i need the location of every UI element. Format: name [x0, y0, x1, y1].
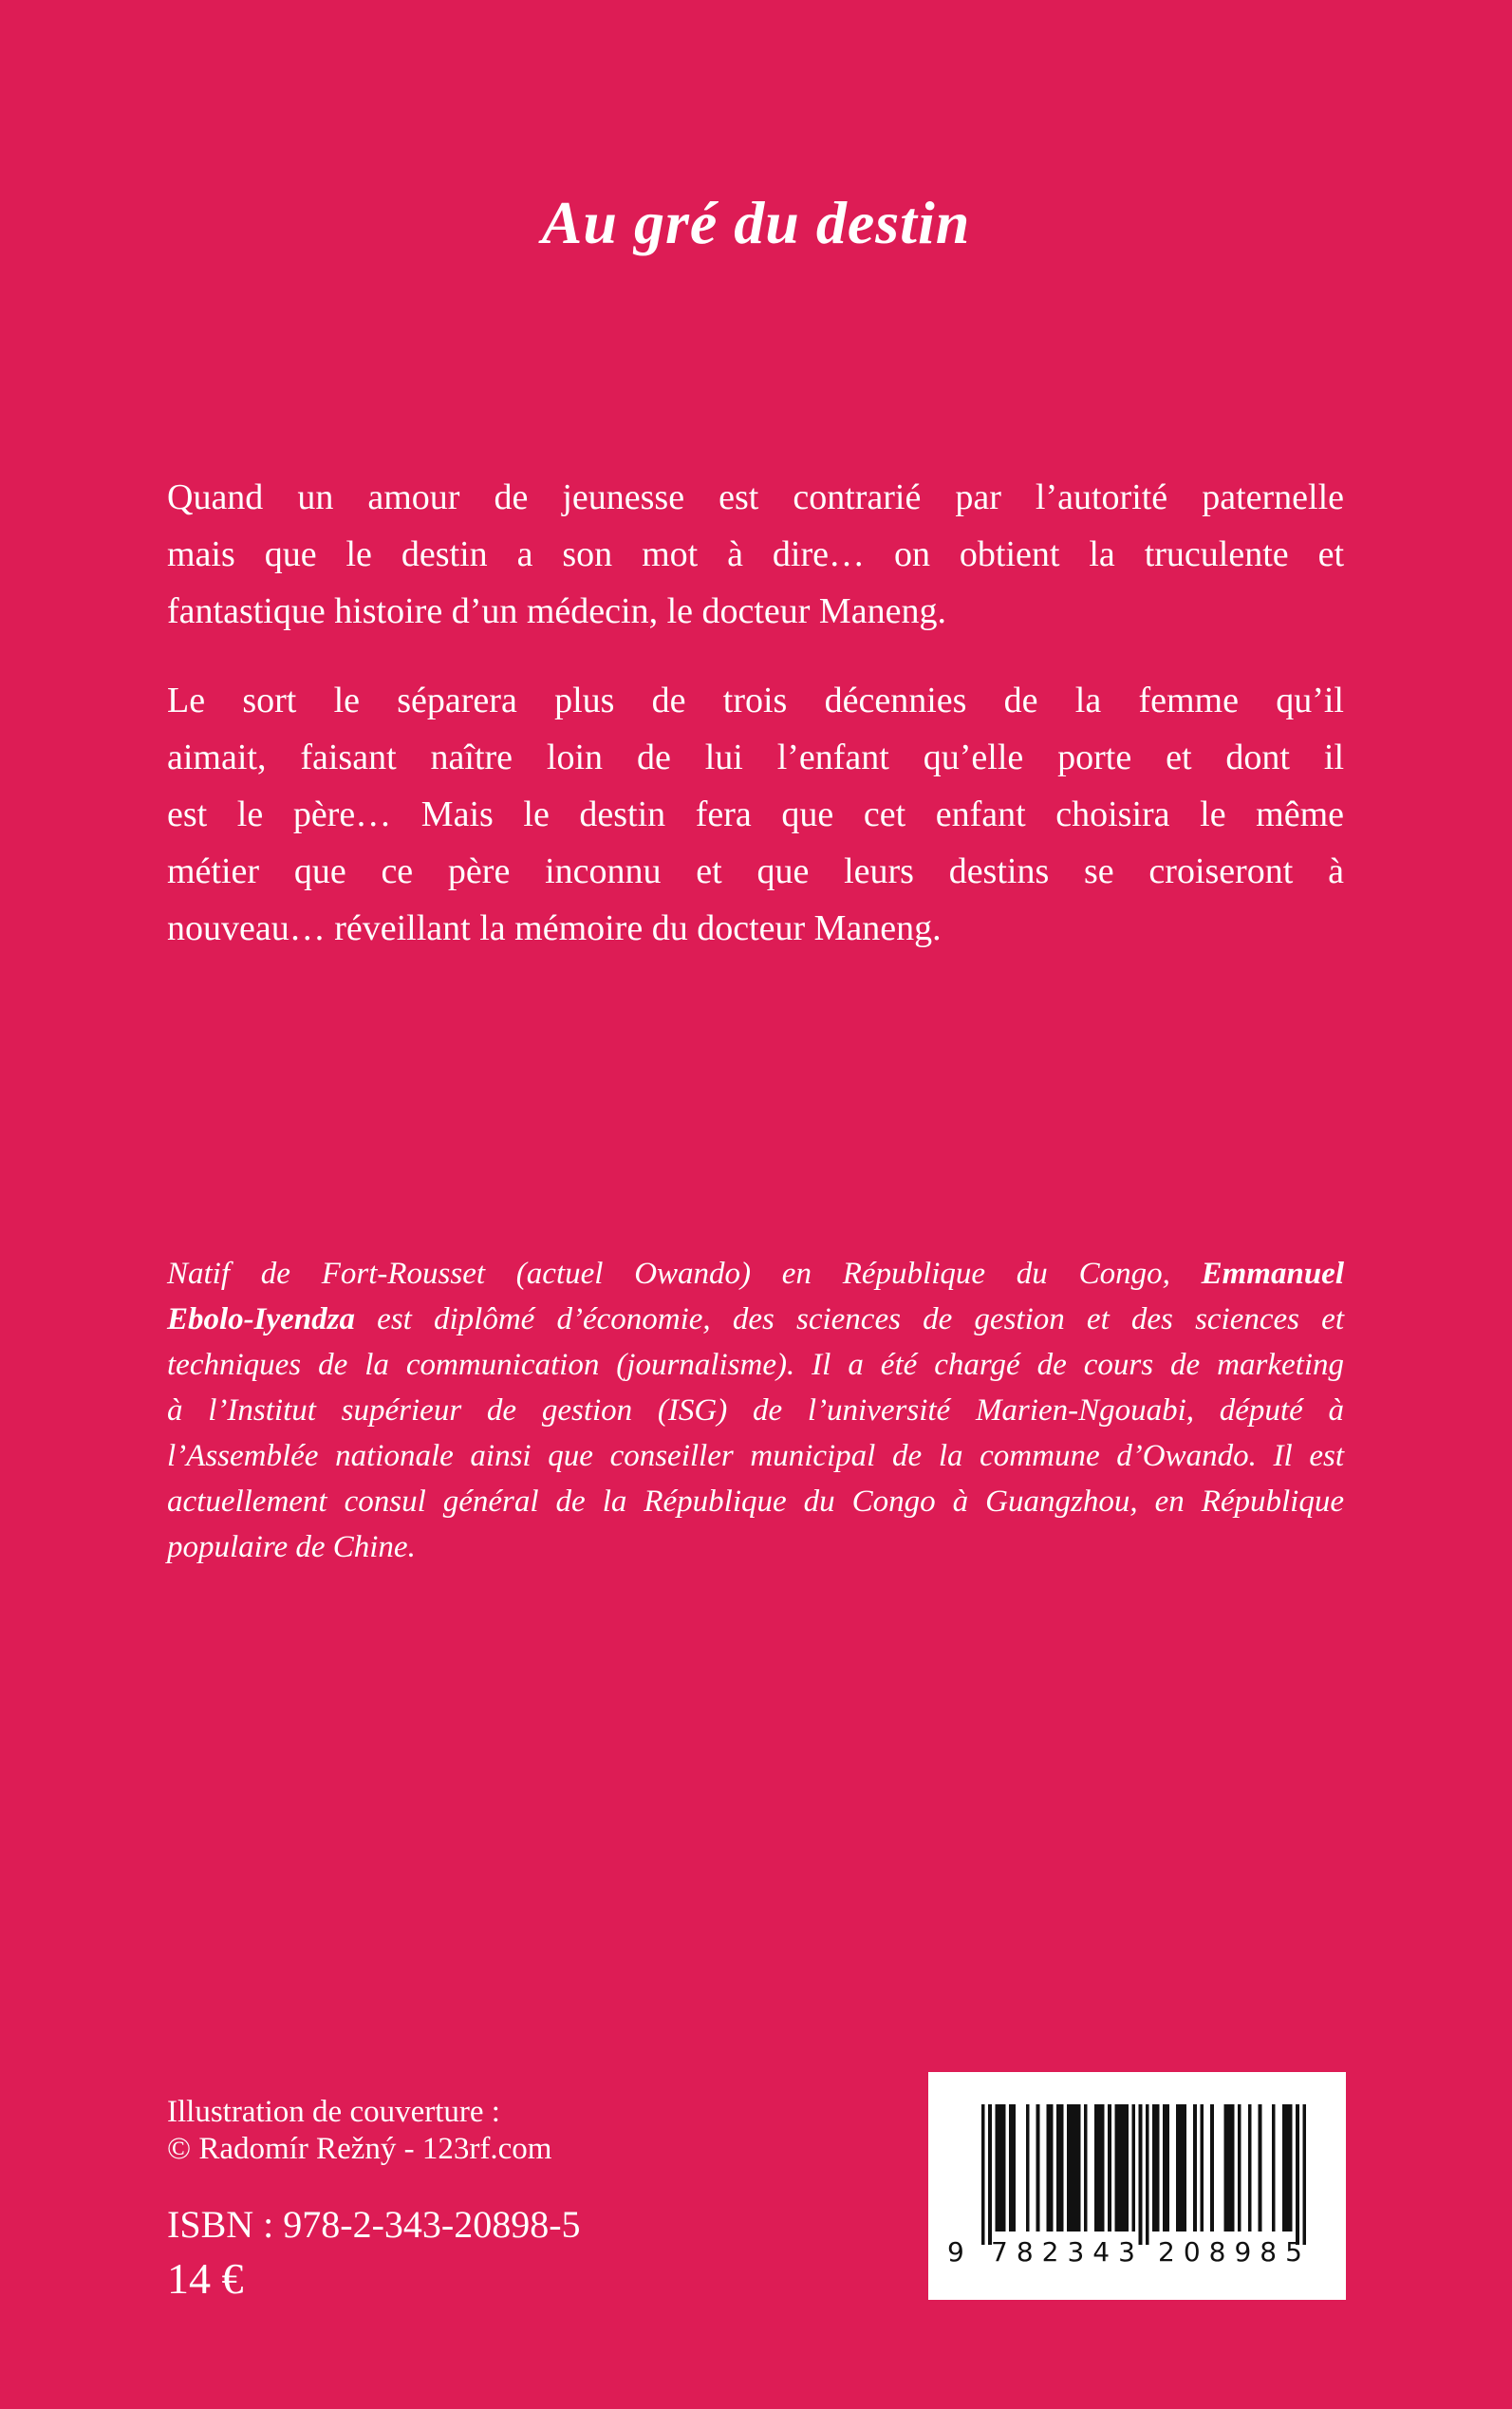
text-line: [167, 583, 1344, 640]
text-line: [167, 526, 1344, 583]
author-name-bold: Ebolo-Iyendza: [167, 1302, 355, 1336]
book-title: Au gré du destin: [541, 189, 971, 256]
text-line: [167, 843, 1344, 900]
text-line: [167, 729, 1344, 786]
barcode-left-digits: 782343: [991, 2236, 1144, 2268]
synopsis: [167, 469, 1344, 957]
text-segment: mais que le destin a son mot à dire… on obtient la truculente et: [167, 534, 1344, 574]
isbn-label: ISBN : 978-2-343-20898-5: [167, 2203, 581, 2246]
text-line: [167, 1251, 1344, 1297]
text-line: [167, 786, 1344, 843]
author-bio: [167, 1251, 1344, 1570]
text-line: [167, 1388, 1344, 1433]
text-line: [167, 900, 1344, 957]
text-segment: Quand un amour de jeunesse est contrarié par l’autorité paternelle: [167, 477, 1344, 517]
ean13-barcode-icon: [981, 2104, 1306, 2245]
text-segment: aimait, faisant naître loin de lui l’enfant qu’elle porte et dont il: [167, 738, 1344, 777]
credit-line-1: Illustration de couverture :: [167, 2095, 500, 2129]
text-line: [167, 1433, 1344, 1479]
text-segment: est diplômé d’économie, des sciences de gestion et des sciences et: [355, 1302, 1344, 1336]
text-line: [167, 1297, 1344, 1342]
text-segment: l’Assemblée nationale ainsi que conseiller municipal de la commune d’Owando. Il est: [167, 1439, 1344, 1473]
text-line: [167, 1524, 1344, 1570]
barcode-first-digit: 9: [947, 2236, 964, 2268]
credit-line-2: © Radomír Režný - 123rf.com: [167, 2132, 552, 2166]
barcode-panel: [928, 2072, 1346, 2300]
synopsis-paragraph-2: [167, 672, 1344, 957]
author-name-bold: Emmanuel: [1201, 1257, 1344, 1291]
text-segment: Natif de Fort-Rousset (actuel Owando) en République du Congo,: [167, 1257, 1202, 1291]
text-segment: actuellement consul général de la République du Congo à Guangzhou, en République: [167, 1485, 1344, 1519]
text-segment: métier que ce père inconnu et que leurs destins se croiseront à: [167, 851, 1344, 891]
text-line: [167, 672, 1344, 729]
text-line: [167, 469, 1344, 526]
text-segment: techniques de la communication (journalisme). Il a été chargé de cours de marketing: [167, 1348, 1344, 1382]
text-segment: fantastique histoire d’un médecin, le docteur Maneng.: [167, 591, 946, 631]
text-segment: est le père… Mais le destin fera que cet enfant choisira le même: [167, 794, 1344, 834]
price-label: 14 €: [167, 2254, 244, 2303]
text-segment: nouveau… réveillant la mémoire du docteur Maneng.: [167, 908, 942, 948]
text-segment: populaire de Chine.: [167, 1530, 416, 1564]
text-segment: à l’Institut supérieur de gestion (ISG) de l’université Marien-Ngouabi, député à: [167, 1393, 1344, 1428]
text-line: [167, 1342, 1344, 1388]
barcode-right-digits: 208985: [1158, 2236, 1311, 2268]
synopsis-paragraph-1: [167, 469, 1344, 640]
text-segment: Le sort le séparera plus de trois décennies de la femme qu’il: [167, 681, 1344, 720]
cover-illustration-credit: [167, 2094, 551, 2168]
text-line: [167, 1479, 1344, 1524]
